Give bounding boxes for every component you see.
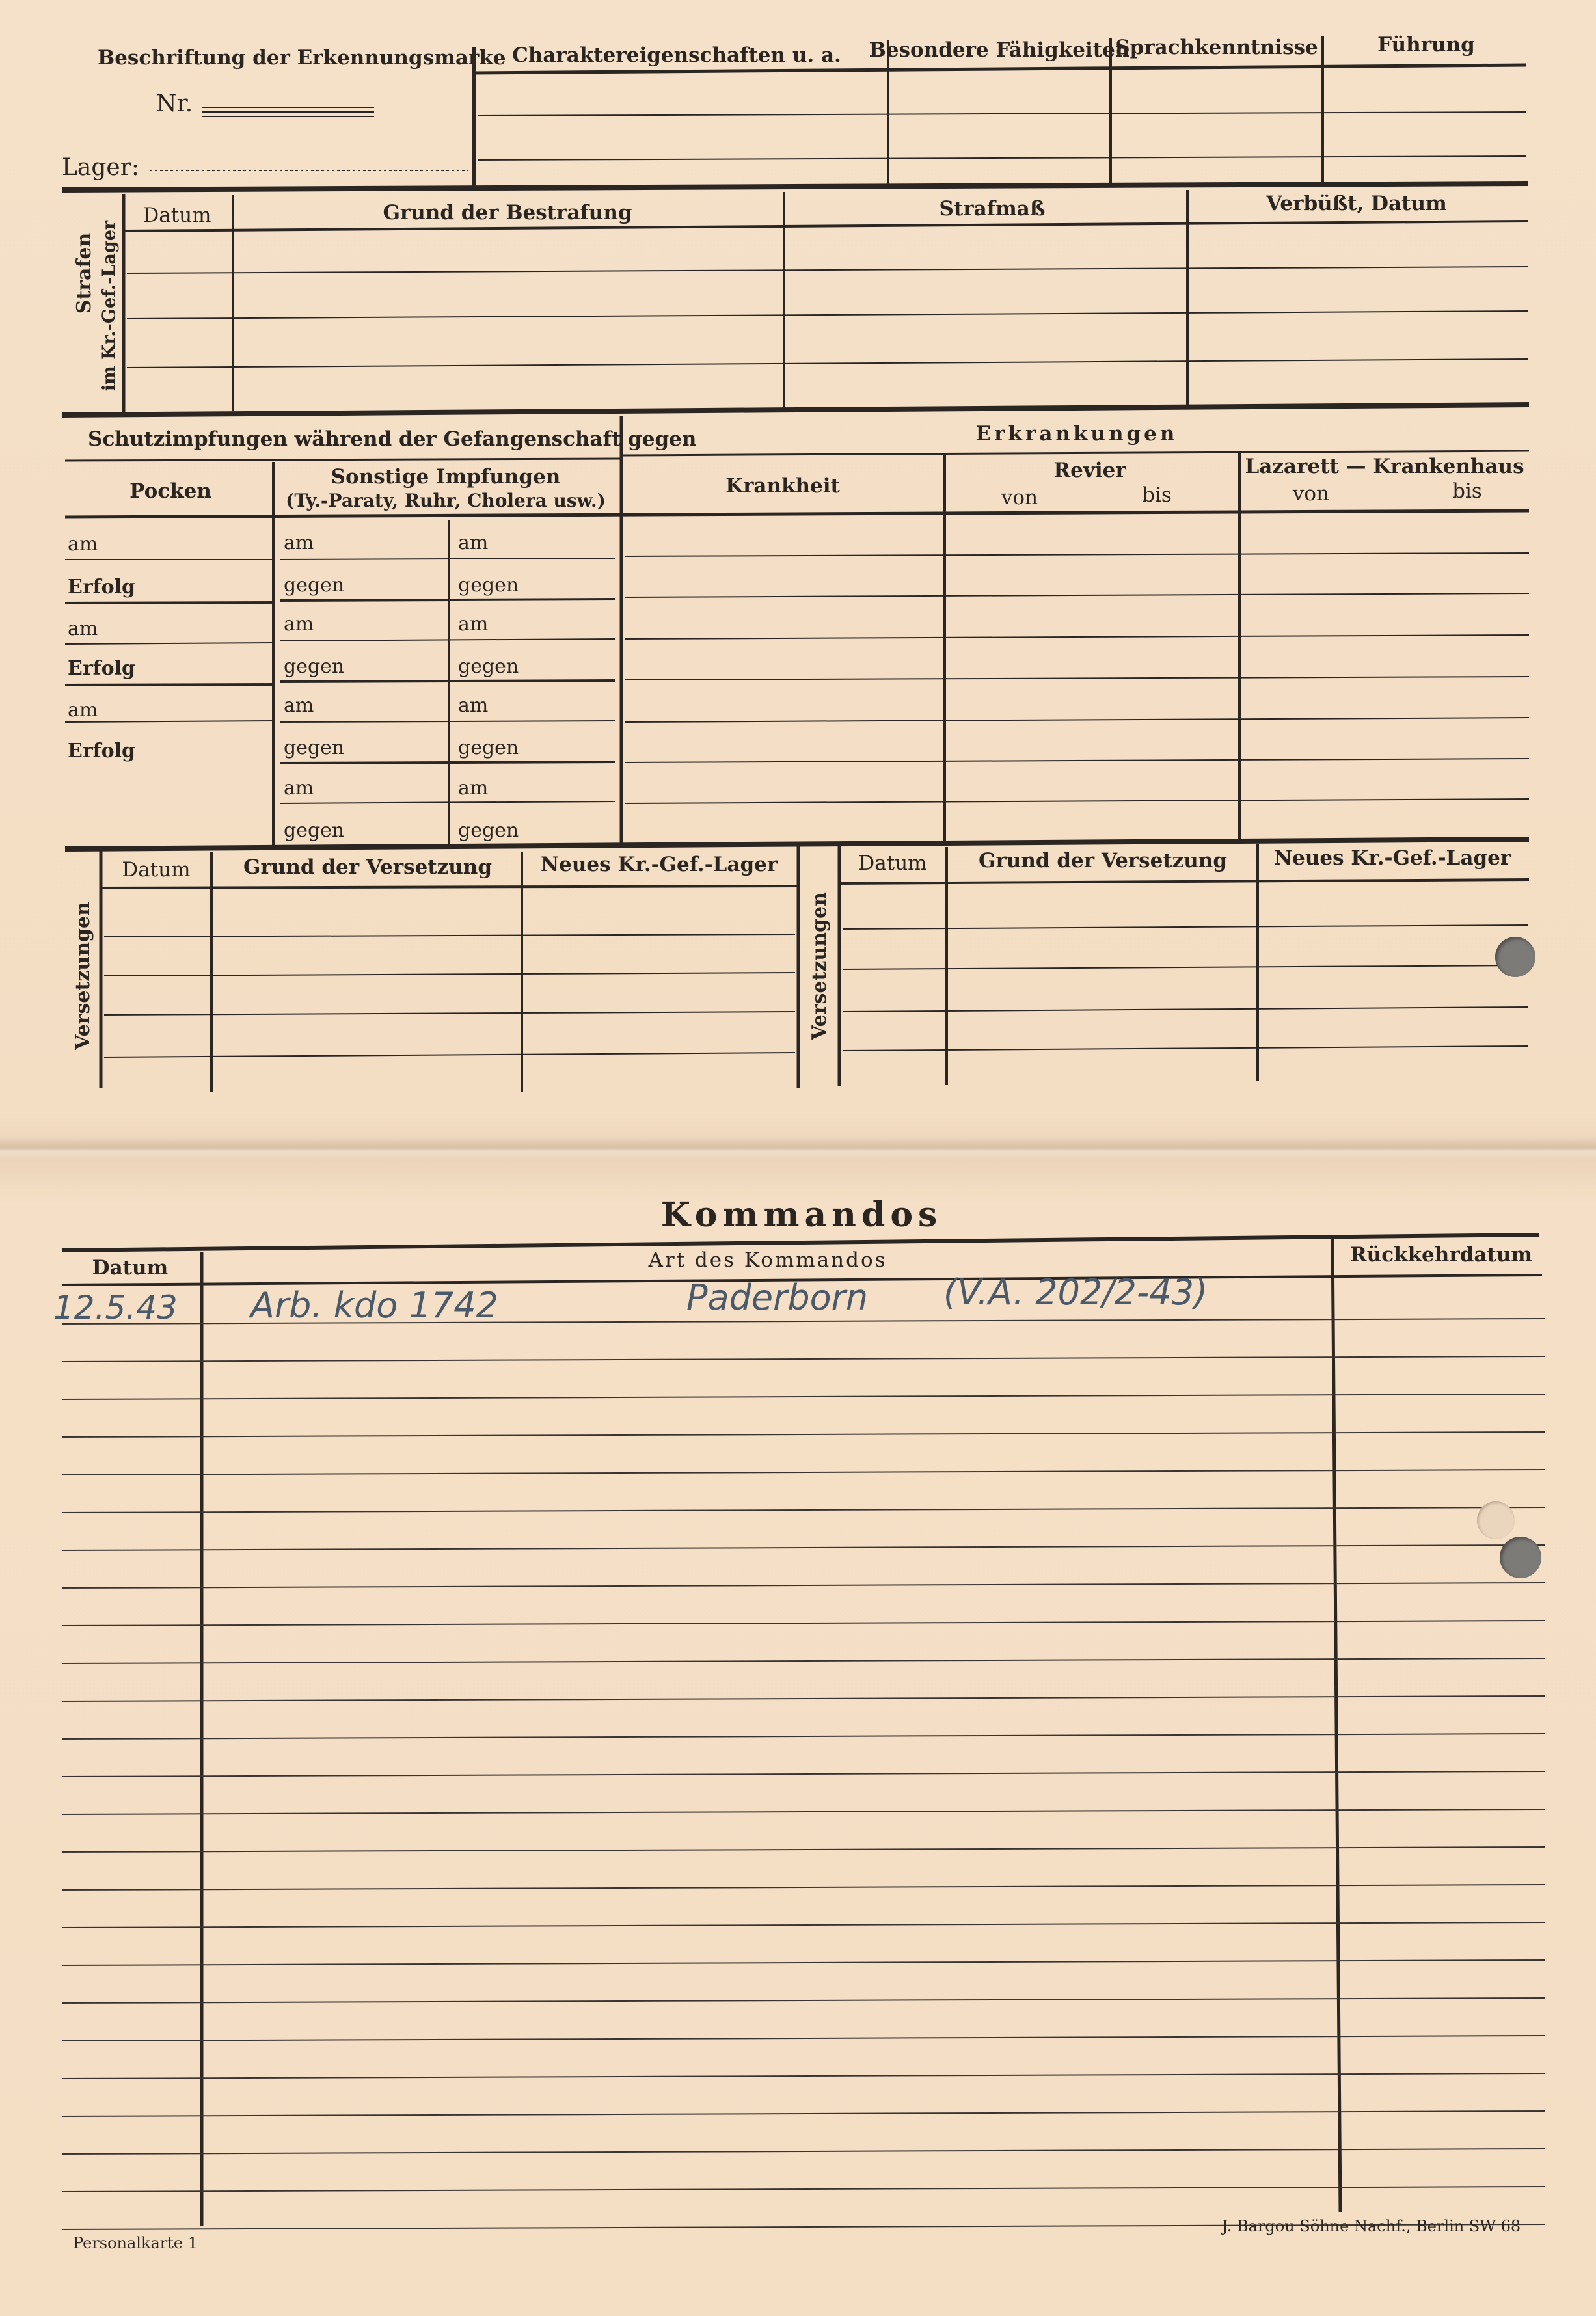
lager-label: Lager: (62, 154, 140, 181)
kommando-ruled-line (62, 2073, 1545, 2079)
pocken-row-label: am (68, 533, 98, 556)
kommando-ruled-line (62, 1885, 1545, 1890)
versetzungen-right-side-label: Versetzungen (808, 892, 831, 1040)
revier-von: von (1001, 486, 1038, 509)
kommando-ruled-line (62, 1960, 1545, 1965)
versetzungen-left-datum: Datum (122, 858, 191, 882)
versetzungen-left-neues: Neues Kr.-Gef.-Lager (540, 853, 778, 876)
kommando-ruled-line (62, 1583, 1545, 1588)
strafmass-header: Strafmaß (939, 197, 1046, 221)
strafen-side-label-1: Strafen (73, 232, 96, 314)
pocken-row-label: Erfolg (68, 657, 135, 680)
sonstige-row-label-col2: am (458, 694, 489, 717)
kommando-ruled-line (62, 2187, 1545, 2192)
kommando-ruled-line (62, 1394, 1545, 1399)
sonstige-row-label-col1: am (284, 532, 314, 554)
sonstige-header: Sonstige Impfungen (331, 465, 561, 489)
sonstige-row-label-col2: gegen (458, 574, 519, 597)
fuehrung-header: Führung (1377, 33, 1475, 57)
kommando-ruled-line (62, 1356, 1545, 1362)
erkennungsmarke-title: Beschriftung der Erkennungsmarke (98, 46, 506, 70)
kommando-ruled-line (62, 1545, 1545, 1550)
punch-hole-lower (1500, 1537, 1541, 1578)
versetzungen-right-datum: Datum (858, 852, 927, 875)
strafen-datum-header: Datum (142, 204, 211, 227)
kommando-ruled-line (62, 1734, 1545, 1739)
strafen-grund-header: Grund der Bestrafung (383, 201, 632, 224)
versetzungen-right-neues: Neues Kr.-Gef.-Lager (1273, 846, 1511, 870)
versetzungen-left-side-label: Versetzungen (72, 902, 94, 1050)
footer-printer: J. Bargou Söhne Nachf., Berlin SW 68 (1222, 2217, 1521, 2235)
erkrankungen-header: Erkrankungen (975, 422, 1178, 446)
sonstige-row-label-col1: gegen (284, 736, 345, 759)
kommando-ruled-line (62, 1771, 1545, 1777)
kommando-ruled-line (62, 1998, 1545, 2003)
versetzungen-left-grund: Grund der Versetzung (243, 855, 492, 879)
sonstige-row-label-col1: am (284, 613, 314, 636)
kommando-ruled-line (62, 2111, 1545, 2116)
sprachen-header: Sprachkenntnisse (1115, 36, 1318, 59)
sonstige-row-label-col2: gegen (458, 819, 519, 842)
faehigkeiten-header: Besondere Fähigkeiten (869, 38, 1130, 62)
sonstige-row-label-col1: gegen (284, 819, 345, 842)
lazarett-header: Lazarett — Krankenhaus (1245, 455, 1524, 478)
kommando-ruled-line (62, 1658, 1545, 1663)
footer-form-number: Personalkarte 1 (73, 2234, 198, 2252)
kommando-ruled-line (62, 1470, 1545, 1475)
kommandos-art-header: Art des Kommandos (648, 1248, 887, 1272)
sonstige-row-label-col2: am (458, 777, 489, 800)
lazarett-von: von (1292, 482, 1330, 505)
sonstige-row-label-col1: am (284, 694, 314, 717)
sonstige-subheader: (Ty.-Paraty, Ruhr, Cholera usw.) (286, 490, 606, 511)
versetzungen-right-grund: Grund der Versetzung (979, 849, 1227, 872)
sonstige-row-label-col1: gegen (284, 574, 345, 597)
kommandos-rueckkehr-header: Rückkehrdatum (1349, 1243, 1533, 1267)
kommandos-title: Kommandos (660, 1195, 943, 1235)
revier-header: Revier (1053, 459, 1126, 482)
sonstige-row-label-col1: am (284, 777, 314, 800)
kommando-entry-ref: (V.A. 202/2-43) (943, 1272, 1208, 1313)
sonstige-row-label-col2: am (458, 613, 489, 636)
kommando-ruled-line (62, 1847, 1545, 1852)
sonstige-row-label-col2: am (458, 532, 489, 554)
kommando-ruled-line (62, 1621, 1545, 1626)
kommando-entry-ort: Paderborn (686, 1277, 869, 1318)
nr-label: Nr. (156, 90, 193, 117)
kommando-entry-datum: 12.5.43 (53, 1289, 178, 1326)
kommandos-datum-header: Datum (92, 1256, 169, 1280)
pocken-row-label: Erfolg (68, 576, 135, 599)
kommando-entry-art: Arb. kdo 1742 (250, 1285, 498, 1326)
kommando-ruled-line (62, 1432, 1545, 1437)
sonstige-row-label-col2: gegen (458, 736, 519, 759)
pocken-header: Pocken (129, 479, 211, 503)
revier-bis: bis (1142, 483, 1172, 507)
sonstige-row-label-col1: gegen (284, 655, 345, 678)
krankheit-header: Krankheit (725, 474, 840, 498)
verbuesst-header: Verbüßt, Datum (1266, 192, 1447, 215)
punch-hole-upper (1495, 937, 1535, 977)
impfungen-header: Schutzimpfungen während der Gefangenschaft gegen (88, 427, 697, 451)
pocken-row-label: Erfolg (68, 740, 135, 762)
sonstige-row-label-col2: gegen (458, 655, 519, 678)
kommando-ruled-line (62, 2149, 1545, 2154)
punch-hole-partial (1477, 1501, 1515, 1539)
kommando-ruled-line (62, 1922, 1545, 1928)
strafen-side-label-2: im Kr.-Gef.-Lager (99, 220, 120, 392)
kommando-ruled-line (62, 1809, 1545, 1814)
pocken-row-label: am (68, 699, 98, 721)
pocken-row-label: am (68, 617, 98, 640)
kommando-ruled-line (62, 1696, 1545, 1701)
kommando-ruled-line (62, 2036, 1545, 2041)
kommando-ruled-line (62, 1507, 1545, 1513)
lazarett-bis: bis (1452, 479, 1482, 503)
charakter-header: Charaktereigenschaften u. a. (512, 44, 841, 67)
